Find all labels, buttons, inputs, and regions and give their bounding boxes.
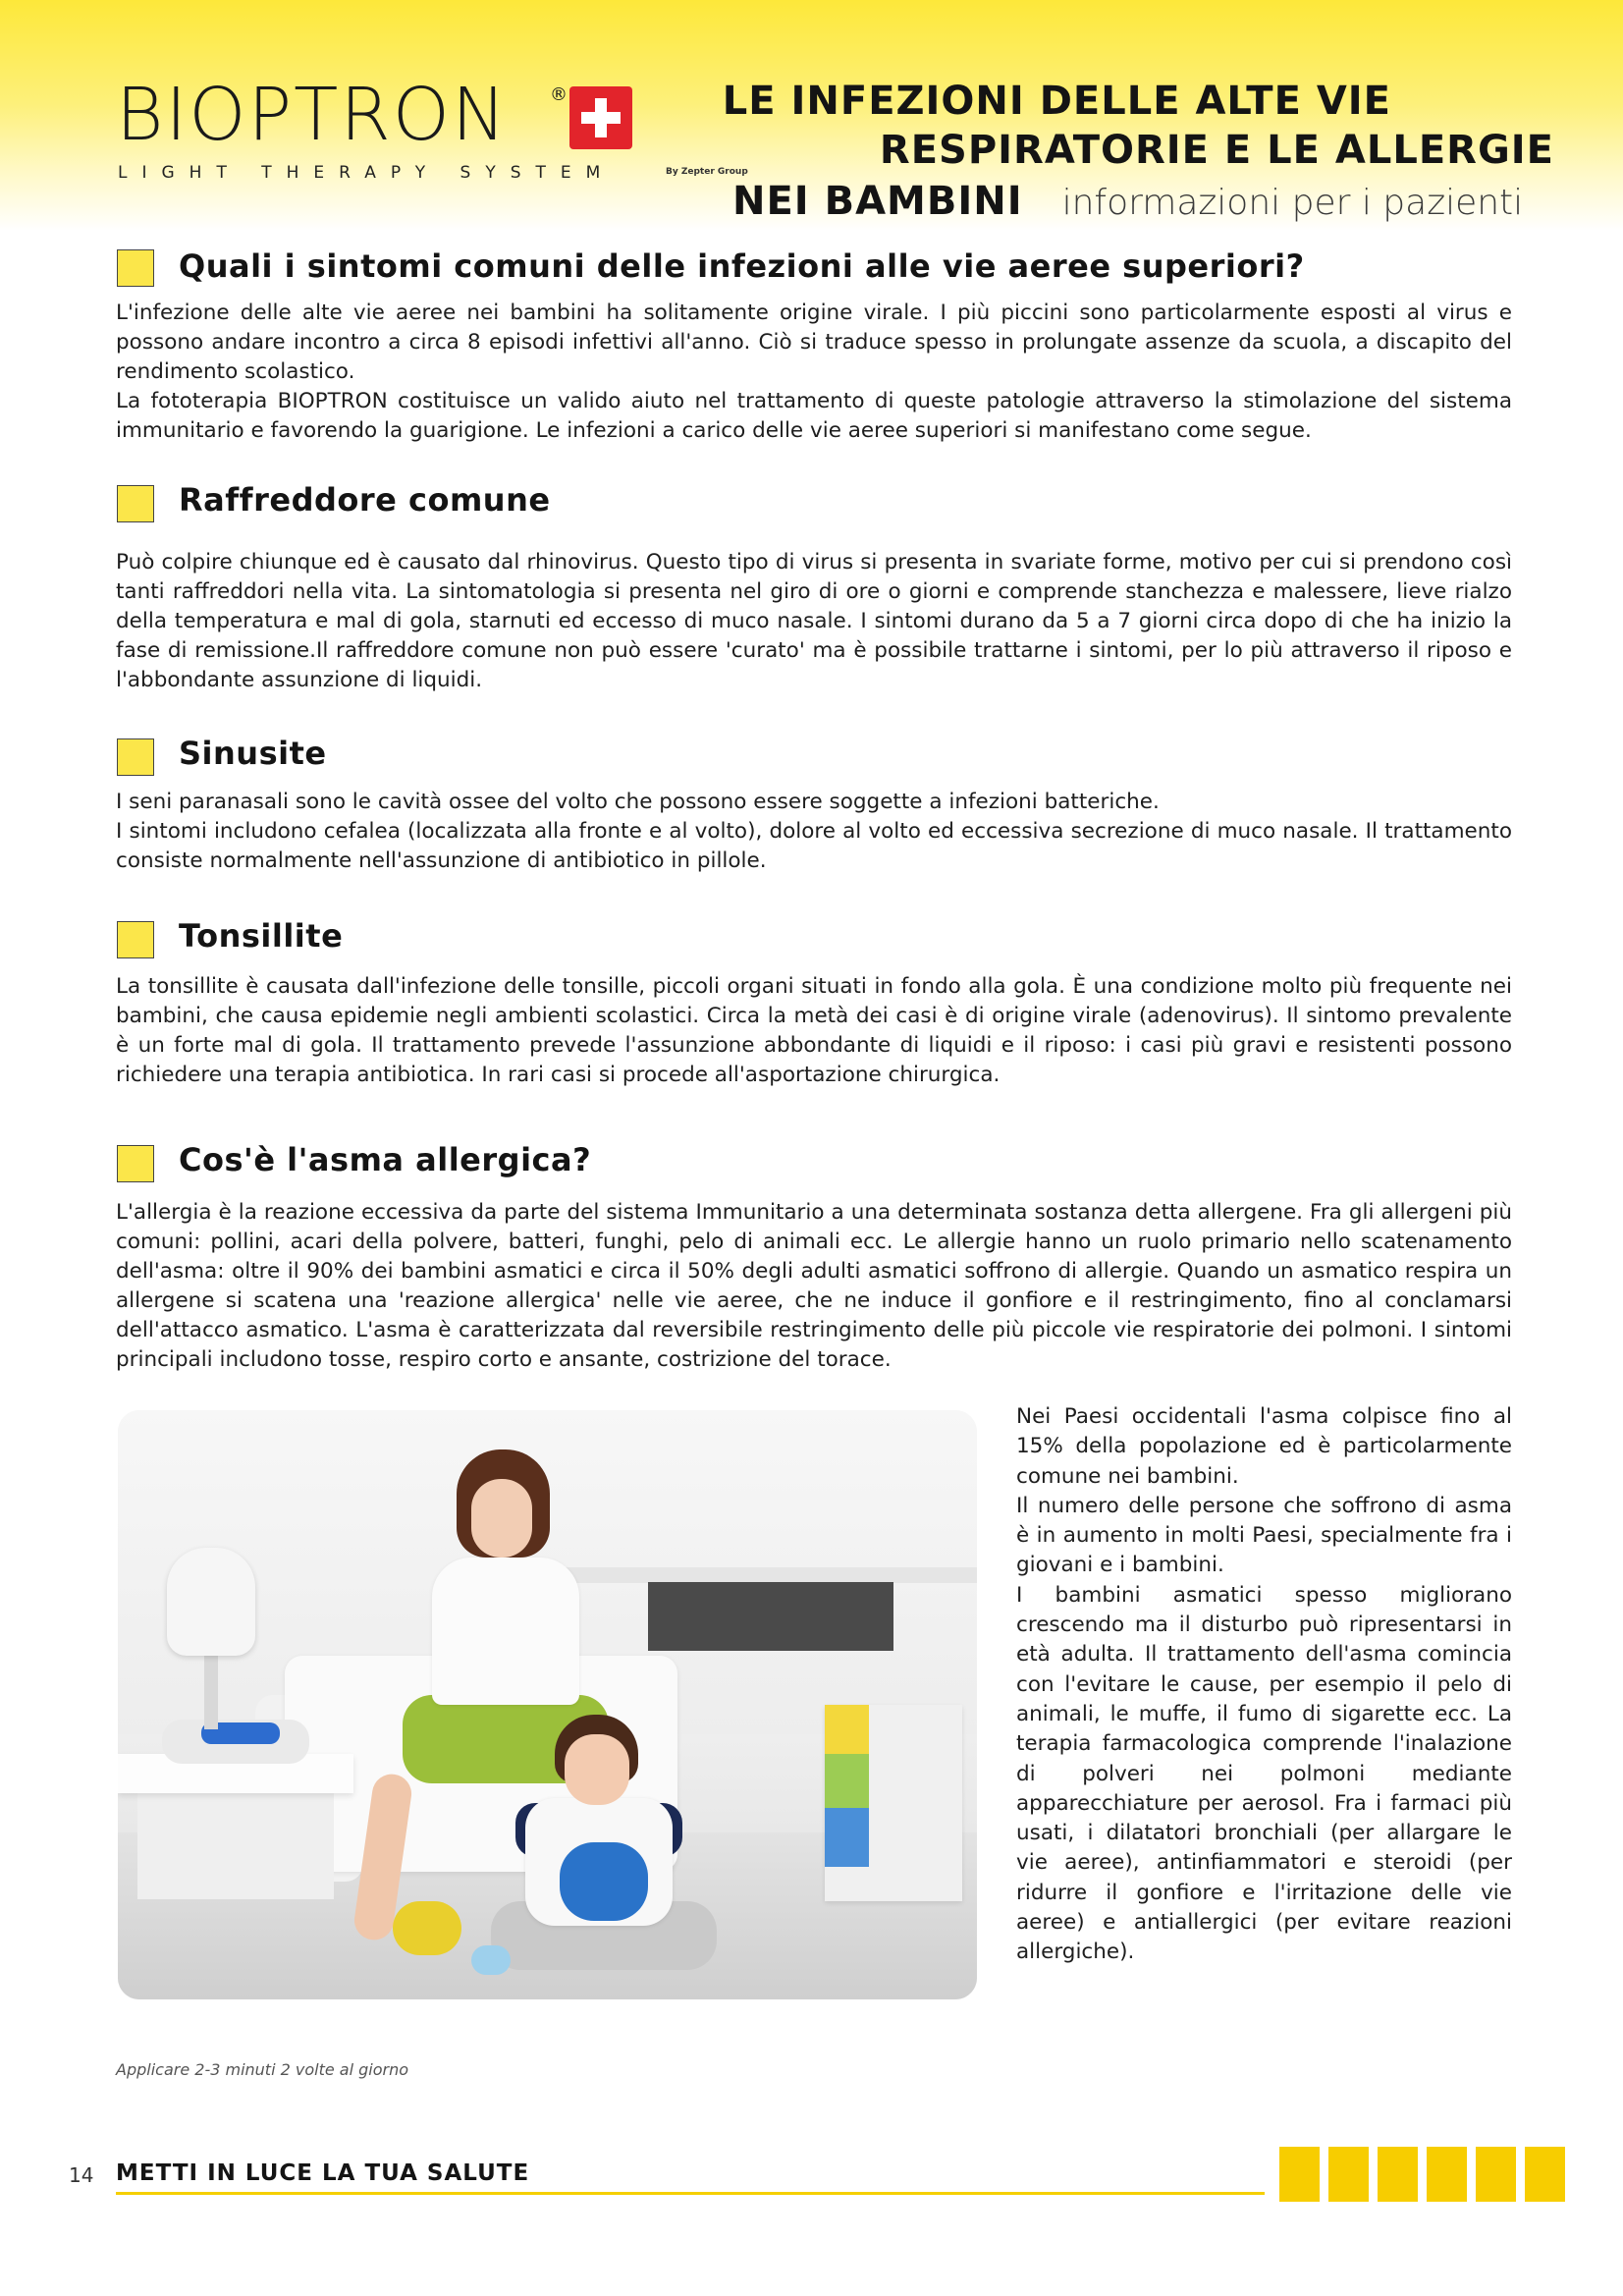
section-body-symptoms: L'infezione delle alte vie aeree nei bambini ha solitamente origine virale. I più piccini sono particolarmente esposti al virus e possono andare incontro a circa 8 episodi infettivi all'anno. Ciò si traduce spesso in prolungate assenze da scuola, a discapito del rendimento scolastico. (116, 301, 1512, 384)
section-heading-symptoms: Quali i sintomi comuni delle infezioni alle vie aeree superiori? (179, 247, 1305, 285)
photo-box-green (825, 1754, 869, 1808)
section-marker-icon (117, 249, 154, 287)
logo-by-line: By Zepter Group (666, 167, 748, 177)
footer-block (1427, 2147, 1467, 2202)
section-body-sinusitis: I seni paranasali sono le cavità ossee del volto che possono essere soggette a infezioni batteriche. (116, 790, 1160, 814)
right-column-text (1016, 1402, 1512, 1968)
section-marker-icon (117, 921, 154, 958)
title-line-3 (732, 179, 1523, 224)
bioptron-lamp-icon (167, 1548, 255, 1656)
right-column-paragraph: Nei Paesi occidentali l'asma colpisce fino al 15% della popolazione ed è particolarmente comune nei bambini. (1016, 1404, 1512, 1489)
footer-rule (116, 2192, 1265, 2195)
photo-boy-face (565, 1734, 629, 1805)
photo-box-yellow (825, 1705, 869, 1754)
section-marker-icon (117, 738, 154, 776)
title-line-2: RESPIRATORIE E LE ALLERGIE (879, 128, 1554, 173)
photo-toy-yellow (393, 1901, 461, 1955)
section-body-tonsillitis: La tonsillite è causata dall'infezione delle tonsille, piccoli organi situati in fondo alla gola. È una condizione molto più frequente nei bambini, che causa epidemie negli ambienti scolastici. Circa la metà dei casi è di origine virale (adenovirus). Il sintomo prevalente è un forte mal di gola. Il trattamento prevede l'assunzione abbondante di liquidi e il riposo: i casi più gravi e resistenti possono richiedere una terapia antibiotica. In rari casi si procede all'asportazione chirurgica. (116, 974, 1512, 1087)
section-heading-asthma: Cos'è l'asma allergica? (179, 1141, 592, 1178)
photo-toy-small (471, 1945, 511, 1975)
title-line-1: LE INFEZIONI DELLE ALTE VIE (722, 79, 1391, 124)
registered-mark: ® (550, 84, 568, 105)
footer-decoration (1279, 2147, 1565, 2202)
section-heading-cold: Raffreddore comune (179, 481, 551, 519)
section-marker-icon (117, 1145, 154, 1182)
title-subtitle: informazioni per i pazienti (1061, 183, 1524, 223)
photo-woman-face (471, 1479, 532, 1558)
footer-block (1328, 2147, 1369, 2202)
title-line-3-text: NEI BAMBINI (732, 179, 1023, 224)
photo-toy-blue (560, 1842, 648, 1921)
swiss-cross-icon (569, 86, 632, 149)
section-marker-icon (117, 485, 154, 522)
footer-block (1279, 2147, 1320, 2202)
photo-box-blue (825, 1808, 869, 1867)
logo-wordmark: BIOPTRON (116, 73, 509, 157)
photo-table-leg (137, 1791, 334, 1899)
bioptron-logo (116, 73, 748, 187)
footer-block (1476, 2147, 1516, 2202)
footer-block (1378, 2147, 1418, 2202)
section-body-sinusitis-2: I sintomi includono cefalea (localizzata alla fronte e al volto), dolore al volto ed eccessiva secrezione di muco nasale. Il trattamento consiste normalmente nell'assunzione di antibiotico in pillole. (116, 819, 1512, 873)
mother-child-therapy-photo (118, 1410, 977, 1999)
section-body-asthma: L'allergia è la reazione eccessiva da parte del sistema Immunitario a una determinata sostanza detta allergene. Fra gli allergeni più comuni: pollini, acari della polvere, batteri, funghi, pelo di animali ecc. Le allergie hanno un ruolo primario nello scatenamento dell'asma: oltre il 90% dei bambini asmatici e circa il 50% degli adulti asmatici soffrono di allergie. Quando un asmatico respira un allergene si scatena una 'reazione allergica' nelle vie aeree, che ne induce il gonfiore e il restringimento, fino al conclamarsi dell'attacco asmatico. L'asma è caratterizzata dal reversibile restringimento delle più piccole vie respiratorie dei polmoni. I sintomi principali includono tosse, respiro corto e ansante, costrizione del torace. (116, 1200, 1512, 1372)
right-column-paragraph: I bambini asmatici spesso migliorano crescendo ma il disturbo può ripresentarsi in età adulta. Il trattamento dell'asma comincia con l'evitare le cause, per esempio il pelo di animali, le muffe, il fumo di sigarette ecc. La terapia farmacologica comprende l'inalazione di polveri nei polmoni mediante apparecchiature per aerosol. Fra i farmaci più usati, i dilatatori bronchiali (per allargare le vie aeree), antinfiammatori e steroidi (per ridurre il gonfiore e l'irritazione delle vie aeree) e antiallergici (per evitare reazioni allergiche). (1016, 1582, 1512, 1965)
logo-tagline: LIGHT THERAPY SYSTEM (118, 163, 616, 183)
section-body-symptoms-2: La fototerapia BIOPTRON costituisce un valido aiuto nel trattamento di queste patologie attraverso la stimolazione del sistema immunitario e favorendo la guarigione. Le infezioni a carico delle vie aeree superiori si manifestano come segue. (116, 389, 1512, 443)
photo-caption: Applicare 2-3 minuti 2 volte al giorno (116, 2060, 408, 2079)
footer-block (1525, 2147, 1565, 2202)
right-column-paragraph: Il numero delle persone che soffrono di asma è in aumento in molti Paesi, specialmente fra i giovani e i bambini. (1016, 1493, 1512, 1578)
footer-title: METTI IN LUCE LA TUA SALUTE (116, 2160, 530, 2186)
photo-lamp-stem (204, 1651, 218, 1729)
section-heading-tonsillitis: Tonsillite (179, 917, 344, 955)
section-heading-sinusitis: Sinusite (179, 735, 327, 772)
page-number: 14 (69, 2163, 94, 2187)
photo-woman-body (432, 1558, 579, 1705)
section-body-cold: Può colpire chiunque ed è causato dal rhinovirus. Questo tipo di virus si presenta in svariate forme, motivo per cui si prendono così tanti raffreddori nella vita. La sintomatologia si presenta nel giro di ore o giorni e comprende stanchezza e malessere, lieve rialzo della temperatura e mal di gola, starnuti ed eccesso di muco nasale. I sintomi durano da 5 a 7 giorni circa dopo di che ha inizio la fase di remissione.Il raffreddore comune non può essere 'curato' ma è possibile trattarne i sintomi, per lo più attraverso il riposo e l'abbondante assunzione di liquidi. (116, 550, 1512, 692)
photo-fireplace (648, 1582, 893, 1651)
